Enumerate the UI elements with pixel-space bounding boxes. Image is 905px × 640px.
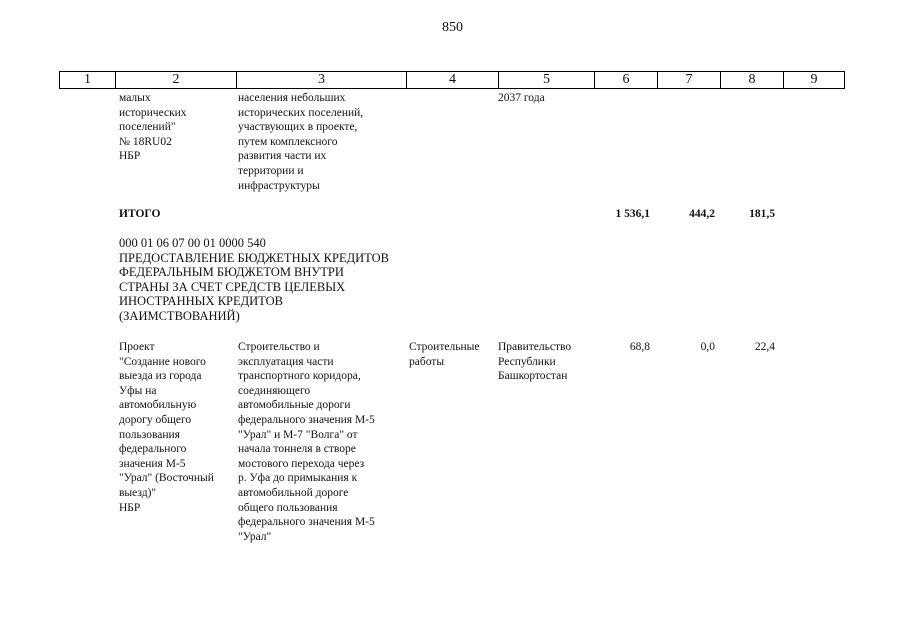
section-title-line: (ЗАИМСТВОВАНИЙ) — [119, 308, 240, 323]
text-line: НБР — [119, 501, 141, 514]
section-title-line: ПРЕДОСТАВЛЕНИЕ БЮДЖЕТНЫХ КРЕДИТОВ — [119, 250, 389, 265]
column-header-9: 9 — [784, 72, 845, 89]
text-line: № 18RU02 — [119, 135, 172, 148]
column-header-1: 1 — [60, 72, 116, 89]
text-line: "Урал" — [238, 530, 272, 543]
text-line: НБР — [119, 150, 141, 163]
text-line: автомобильной дороге — [238, 486, 349, 499]
column-header-row — [60, 72, 845, 89]
project-executor — [498, 340, 571, 384]
text-line: автомобильную — [119, 399, 197, 412]
project-col6: 68,8 — [629, 341, 650, 353]
continued-row-description — [238, 91, 363, 193]
text-line: развития части их — [238, 150, 327, 163]
project-description — [238, 340, 375, 544]
text-line: территории и — [238, 164, 304, 177]
text-line: значения М-5 — [119, 457, 186, 470]
text-line: транспортного коридора, — [238, 370, 361, 383]
column-header-6: 6 — [595, 72, 658, 89]
text-line: Правительство — [498, 341, 572, 353]
column-header-2: 2 — [116, 72, 237, 89]
continued-row-name — [119, 91, 187, 164]
column-header-5: 5 — [499, 72, 595, 89]
continued-row-period — [498, 91, 545, 106]
column-header-3: 3 — [237, 72, 407, 89]
text-line: автомобильные дороги — [238, 399, 351, 412]
text-line: "Урал" и М-7 "Волга" от — [238, 428, 358, 441]
text-line: малых — [119, 92, 151, 104]
column-header-4: 4 — [407, 72, 499, 89]
text-line: начала тоннеля в створе — [238, 443, 356, 456]
text-line: "Урал" (Восточный — [119, 472, 214, 485]
text-line: эксплуатация части — [238, 355, 334, 368]
column-header-7: 7 — [658, 72, 721, 89]
text-line: пользования — [119, 428, 180, 441]
text-line: поселений" — [119, 121, 176, 134]
text-line: федерального значения М-5 — [238, 516, 375, 529]
text-line: дорогу общего — [119, 413, 192, 426]
text-line: общего пользования — [238, 501, 338, 514]
text-line: выезд)" — [119, 486, 157, 499]
text-line: инфраструктуры — [238, 179, 320, 192]
project-work-type — [409, 340, 479, 369]
project-name — [119, 340, 214, 515]
total-col7: 444,2 — [689, 208, 715, 220]
text-line: Республики — [498, 355, 556, 368]
text-line: населения небольших — [238, 92, 346, 104]
text-line: Строительные — [409, 341, 480, 353]
text-line: "Создание нового — [119, 355, 206, 368]
column-header-8: 8 — [721, 72, 784, 89]
text-line: федерального значения М-5 — [238, 413, 375, 426]
text-line: исторических поселений, — [238, 106, 364, 119]
section-title-line: ИНОСТРАННЫХ КРЕДИТОВ — [119, 294, 284, 309]
text-line: исторических — [119, 106, 187, 119]
text-line: путем комплексного — [238, 135, 338, 148]
total-label: ИТОГО — [119, 208, 161, 220]
section-title-line: СТРАНЫ ЗА СЧЕТ СРЕДСТВ ЦЕЛЕВЫХ — [119, 279, 346, 294]
text-line: федерального — [119, 443, 187, 456]
page-number: 850 — [442, 20, 463, 35]
text-line: Проект — [119, 341, 155, 353]
section-heading — [119, 236, 389, 324]
total-col8: 181,5 — [749, 208, 775, 220]
text-line: Строительство и — [238, 341, 320, 353]
text-line: Башкортостан — [498, 370, 568, 383]
text-line: соединяющего — [238, 384, 311, 397]
text-line: 2037 года — [498, 92, 545, 104]
text-line: р. Уфа до примыкания к — [238, 472, 358, 485]
section-code: 000 01 06 07 00 01 0000 540 — [119, 236, 266, 250]
text-line: мостового перехода через — [238, 457, 365, 470]
section-title-line: ФЕДЕРАЛЬНЫМ БЮДЖЕТОМ ВНУТРИ — [119, 265, 344, 280]
project-col7: 0,0 — [700, 341, 715, 353]
project-col8: 22,4 — [754, 341, 775, 353]
text-line: Уфы на — [119, 384, 157, 397]
column-header-table — [59, 71, 845, 89]
text-line: работы — [409, 355, 445, 368]
text-line: выезда из города — [119, 370, 202, 383]
total-col6: 1 536,1 — [615, 208, 650, 220]
text-line: участвующих в проекте, — [238, 121, 358, 134]
